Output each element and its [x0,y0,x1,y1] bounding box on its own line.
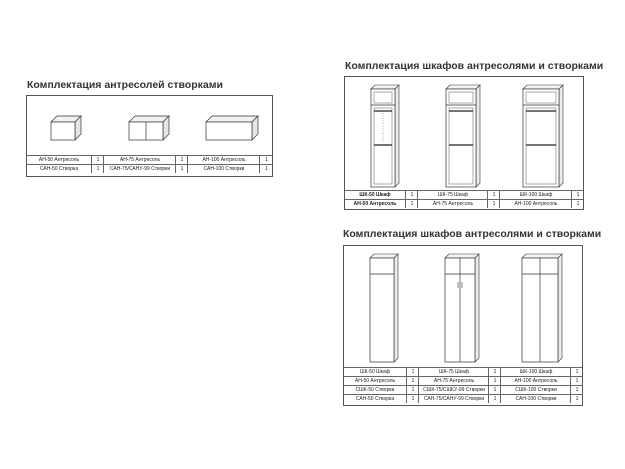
section3-panel [343,245,583,406]
section2-r2-q1: 1 [405,200,418,208]
section1-r1-q2: 1 [175,156,188,164]
section3-row-1 [344,367,582,376]
cabinet-100-open-drawing [519,83,567,189]
section3-row-3 [344,385,582,394]
section1-r1-c2: АН-75 Антресоль [103,156,176,164]
section1-panel [26,95,273,177]
section3-row-4 [344,394,582,403]
section3-r1-q3: 1 [570,368,583,376]
section2-title: Комплектация шкафов антресолями и створками [345,60,604,72]
section2-r1-q2: 1 [487,191,500,199]
section1-title: Комплектация антресолей створками [27,79,223,91]
section3-r4-c2: САН-75/САНУ-99 Створки [418,395,489,403]
cabinet-50-closed-drawing [366,252,406,364]
section3-r4-c3: САН-100 Створки [500,395,571,403]
section1-r2-c2: САН-75/САНУ-99 Створки [103,165,176,173]
section3-r4-q3: 1 [570,395,583,403]
section2-r1-q1: 1 [405,191,418,199]
section3-row-2 [344,376,582,385]
section1-r1-c1: АН-50 Антресоль [38,157,80,163]
section3-r4-q1: 1 [406,395,419,403]
section2-r1-c2: ШК-75 Шкаф [417,191,488,199]
section3-r1-c3: ШК-100 Шкаф [500,368,571,376]
section3-r4-q2: 1 [488,395,501,403]
section3-r3-c3: СШК-100 Створки [500,386,571,394]
section2-row-2 [345,199,583,208]
section3-r2-q1: 1 [406,377,419,385]
section1-r2-q2: 1 [175,165,188,173]
section1-r2-c3: САН-100 Створки [187,165,260,173]
section2-panel [344,76,584,210]
section1-r2-q3: 1 [259,165,273,173]
section3-title: Комплектация шкафов антресолями и створками [343,228,602,240]
section3-r3-c1: СШК-50 Створка [355,387,395,393]
section2-r2-c2: АН-75 Антресоль [417,200,488,208]
section2-r1-c3: ШК-100 Шкаф [499,191,572,199]
section2-row-1 [345,190,583,199]
section3-r3-q3: 1 [570,386,583,394]
section1-r2-c1: САН-50 Створка [39,166,79,172]
section2-r2-q2: 1 [487,200,500,208]
section3-r1-q1: 1 [406,368,419,376]
section3-r3-q1: 1 [406,386,419,394]
cabinet-50-open-drawing [367,83,403,189]
section3-r2-c2: АН-75 Антресоль [418,377,489,385]
section3-r2-c1: АН-50 Антресоль [354,378,396,384]
section3-r2-q3: 1 [570,377,583,385]
section1-row-2 [27,164,272,173]
antresol-75-drawing [127,114,171,144]
section3-r4-c1: САН-50 Створка [355,396,395,402]
section3-r1-c1: ШК-50 Шкаф [360,369,390,375]
section2-r1-q3: 1 [571,191,584,199]
section3-r3-c2: СШК-75/СШКУ-99 Створки [418,386,489,394]
section3-r3-q2: 1 [488,386,501,394]
section2-r2-q3: 1 [571,200,584,208]
section2-r2-c1: АН-50 Антресоль [353,201,397,207]
section1-r1-c3: АН-100 Антресоль [187,156,260,164]
antresol-100-drawing [204,114,260,144]
section1-row-1 [27,155,272,164]
cabinet-100-closed-drawing [518,252,570,364]
cabinet-75-open-drawing [442,83,484,189]
section1-r1-q3: 1 [259,156,273,164]
cabinet-75-closed-drawing [441,252,487,364]
section1-r1-q1: 1 [91,156,104,164]
section2-r2-c3: АН-100 Антресоль [499,200,572,208]
section3-r1-q2: 1 [488,368,501,376]
section3-r2-c3: АН-100 Антресоль [500,377,571,385]
section3-r2-q2: 1 [488,377,501,385]
section2-r1-c1: ШК-50 Шкаф [359,192,391,198]
antresol-50-drawing [47,114,87,144]
section1-r2-q1: 1 [91,165,104,173]
section3-r1-c2: ШК-75 Шкаф [418,368,489,376]
